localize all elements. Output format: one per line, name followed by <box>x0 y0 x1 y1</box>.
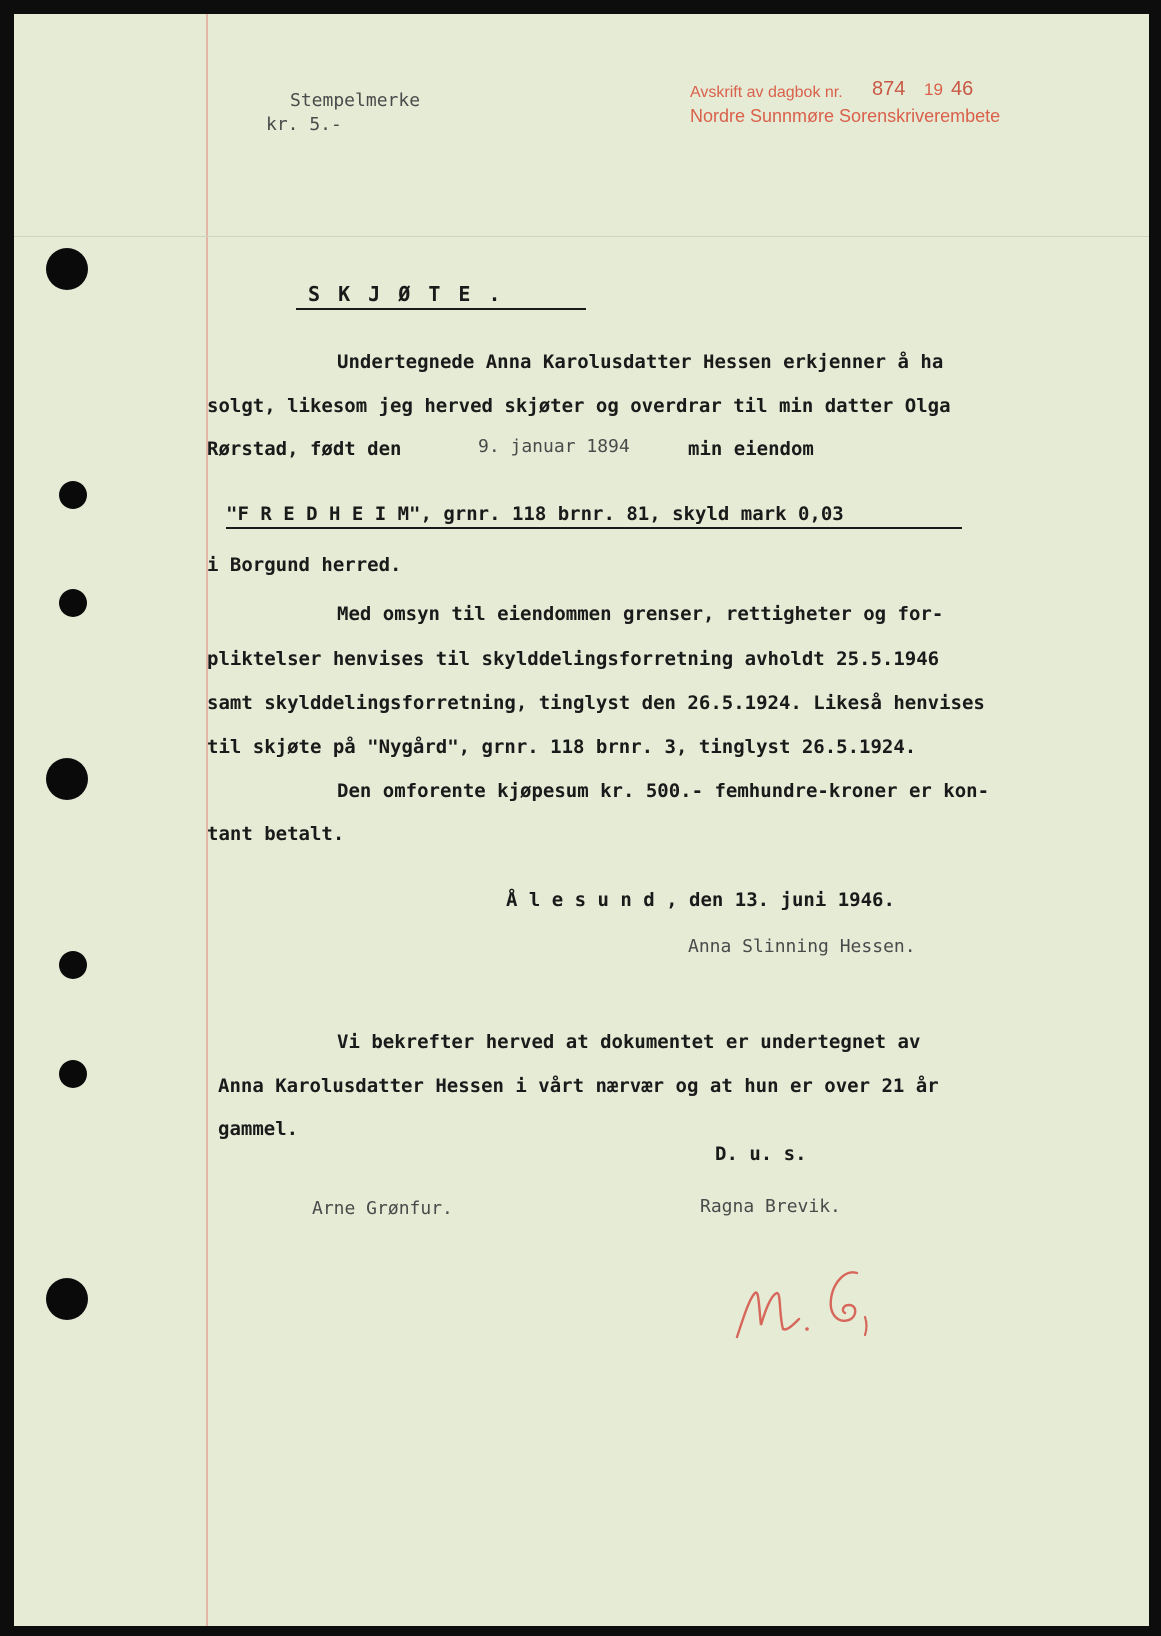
punch-hole <box>59 951 87 979</box>
witness-signature: Arne Grønfur. <box>312 1198 453 1219</box>
boundaries-paragraph-line: pliktelser henvises til skylddelingsforretning avholdt 25.5.1946 <box>207 648 940 670</box>
archive-stamp-year: 46 <box>951 78 974 100</box>
payment-paragraph-line: Den omforente kjøpesum kr. 500.- femhundre-kroner er kon- <box>337 780 990 802</box>
location-line: i Borgund herred. <box>207 554 402 576</box>
punch-hole <box>46 248 88 290</box>
handwritten-initials <box>729 1259 899 1349</box>
payment-paragraph-line: tant betalt. <box>207 823 345 845</box>
title-underline <box>296 308 586 310</box>
margin-rule <box>206 14 208 1626</box>
stamp-duty-label: Stempelmerke <box>290 90 421 111</box>
intro-line: solgt, likesom jeg herved skjøter og overdrar til min datter Olga <box>207 395 951 417</box>
punch-hole <box>59 481 87 509</box>
archive-stamp-office: Nordre Sunnmøre Sorenskriverembete <box>690 106 1001 126</box>
seller-signature: Anna Slinning Hessen. <box>688 936 916 957</box>
punch-hole <box>46 1278 88 1320</box>
boundaries-paragraph-line: samt skylddelingsforretning, tinglyst den 26.5.1924. Likeså henvises <box>207 692 985 714</box>
intro-line: min eiendom <box>688 438 814 460</box>
witness-statement-line: Anna Karolusdatter Hessen i vårt nærvær og at hun er over 21 år <box>218 1075 939 1097</box>
document-page <box>14 14 1149 1626</box>
archive-stamp-number: 874 <box>872 78 906 100</box>
witness-signature: Ragna Brevik. <box>700 1196 841 1217</box>
punch-hole <box>46 758 88 800</box>
place-and-date: Å l e s u n d , den 13. juni 1946. <box>506 889 895 911</box>
dus-abbreviation: D. u. s. <box>715 1143 807 1165</box>
punch-hole <box>59 1060 87 1088</box>
header-divider <box>14 236 1149 237</box>
property-description: "F R E D H E I M", grnr. 118 brnr. 81, skyld mark 0,03 <box>226 503 844 525</box>
stamp-duty-amount: kr. 5.- <box>266 114 342 135</box>
witness-statement-line: gammel. <box>218 1118 299 1140</box>
document-title: S K J Ø T E . <box>308 282 504 306</box>
intro-line: Undertegnede Anna Karolusdatter Hessen erkjenner å ha <box>337 351 944 373</box>
witness-statement-line: Vi bekrefter herved at dokumentet er undertegnet av <box>337 1031 921 1053</box>
boundaries-paragraph-line: Med omsyn til eiendommen grenser, rettigheter og for- <box>337 603 944 625</box>
intro-line: Rørstad, født den <box>207 438 402 460</box>
buyer-birth-date: 9. januar 1894 <box>478 436 630 457</box>
boundaries-paragraph-line: til skjøte på "Nygård", grnr. 118 brnr. 3, tinglyst 26.5.1924. <box>207 736 917 758</box>
punch-hole <box>59 589 87 617</box>
archive-stamp-year-prefix: 19 <box>924 80 943 99</box>
property-underline <box>226 527 962 529</box>
archive-stamp-label: Avskrift av dagbok nr. <box>690 84 843 101</box>
